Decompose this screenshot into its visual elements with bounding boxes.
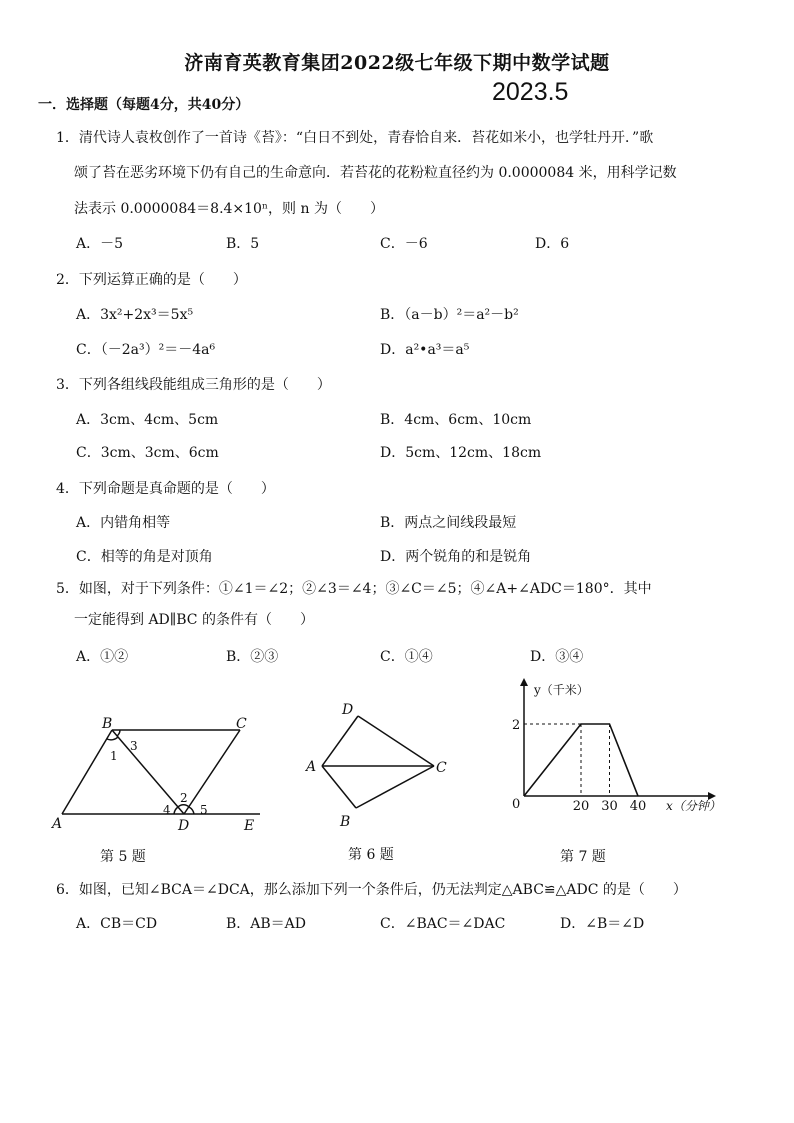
section-heading: 一．选择题（每题4分，共40分） — [38, 97, 250, 113]
segment-a-b — [62, 730, 112, 814]
q2-option-b: B．（a－b）²＝a²－b² — [380, 307, 519, 323]
q6-option-a: A．CB＝CD — [76, 916, 158, 932]
q3-option-a: A．3cm、4cm、5cm — [76, 412, 219, 428]
angle-arc-4 — [174, 807, 178, 814]
q2-option-c: C．（－2a³）²＝－4a⁶ — [76, 342, 216, 358]
y-tick-2: 2 — [512, 718, 521, 733]
exam-date: 2023.5 — [492, 78, 569, 106]
origin-label: 0 — [512, 797, 521, 812]
angle-arc-5 — [189, 807, 194, 814]
segment-d-c — [358, 716, 434, 766]
q5-line-1: 5．如图，对于下列条件：①∠1＝∠2；②∠3＝∠4；③∠C＝∠5；④∠A+∠ADC＝180°．其中 — [56, 581, 652, 597]
fig5-label-d: D — [178, 818, 190, 834]
fig5-angle-5: 5 — [200, 803, 208, 817]
q1-option-a: A．－5 — [76, 236, 124, 252]
figure-6-caption: 第 6 题 — [348, 847, 394, 863]
q2-option-a: A．3x²+2x³＝5x⁵ — [76, 307, 194, 323]
q4-option-c: C．相等的角是对顶角 — [76, 549, 213, 565]
q3-option-b: B．4cm、6cm、10cm — [380, 412, 532, 428]
q1-line-2: 颂了苔在恶劣环境下仍有自己的生命意向．若苔花的花粉粒直径约为 0.0000084 米，用科学记数 — [74, 165, 677, 181]
q5-option-c: C．①④ — [380, 649, 433, 665]
x-tick-40: 40 — [629, 799, 647, 814]
q1-line-1: 1．清代诗人袁枚创作了一首诗《苔》：“白日不到处，青春恰自来．苔花如米小，也学牡丹开．”歌 — [56, 130, 654, 146]
q5-option-b: B．②③ — [226, 649, 279, 665]
fig6-label-a: A — [306, 759, 317, 775]
x-tick-20: 20 — [572, 799, 590, 814]
angle-arc-2 — [178, 805, 189, 807]
fig6-label-c: C — [436, 760, 447, 776]
q2-stem: 2．下列运算正确的是（ ） — [56, 272, 247, 288]
fig5-angle-2: 2 — [180, 791, 188, 805]
y-axis-arrow — [520, 678, 528, 686]
q5-option-a: A．①② — [76, 649, 129, 665]
fig5-angle-1: 1 — [110, 749, 118, 763]
fig6-label-d: D — [342, 702, 354, 718]
q4-option-b: B．两点之间线段最短 — [380, 515, 517, 531]
segment-d-c — [184, 730, 240, 814]
q5-line-2: 一定能得到 AD∥BC 的条件有（ ） — [74, 612, 314, 628]
q3-option-d: D．5cm、12cm、18cm — [380, 445, 542, 461]
fig5-label-c: C — [236, 716, 247, 732]
segment-a-b — [322, 766, 356, 808]
q1-line-3: 法表示 0.0000084＝8.4×10ⁿ，则 n 为（ ） — [74, 201, 384, 217]
x-axis-label: x（分钟） — [666, 799, 721, 813]
q1-option-b: B．5 — [226, 236, 260, 252]
q2-option-d: D．a²•a³＝a⁵ — [380, 342, 470, 358]
fig5-label-b: B — [102, 716, 113, 732]
q4-option-d: D．两个锐角的和是锐角 — [380, 549, 532, 565]
q3-stem: 3．下列各组线段能组成三角形的是（ ） — [56, 377, 331, 393]
q4-option-a: A．内错角相等 — [76, 515, 171, 531]
q4-stem: 4．下列命题是真命题的是（ ） — [56, 481, 275, 497]
fig5-label-e: E — [244, 818, 255, 834]
exam-title: 济南育英教育集团2022级七年级下期中数学试题 — [184, 52, 610, 74]
q1-option-d: D．6 — [535, 236, 570, 252]
q3-option-c: C．3cm、3cm、6cm — [76, 445, 219, 461]
figure-7-graph — [498, 676, 736, 820]
figure-5-caption: 第 5 题 — [100, 849, 146, 865]
fig5-label-a: A — [52, 816, 63, 832]
fig6-label-b: B — [340, 814, 351, 830]
segment-b-d — [112, 730, 184, 814]
fig5-angle-4: 4 — [163, 803, 171, 817]
segment-b-c — [356, 766, 434, 808]
x-tick-30: 30 — [601, 799, 618, 814]
figure-6 — [300, 696, 460, 836]
q5-option-d: D．③④ — [530, 649, 584, 665]
angle-arc-1 — [107, 737, 118, 740]
segment-a-d — [322, 716, 358, 766]
q6-option-b: B．AB＝AD — [226, 916, 307, 932]
q6-stem: 6．如图，已知∠BCA＝∠DCA，那么添加下列一个条件后，仍无法判定△ABC≌△ADC 的是（ ） — [56, 882, 687, 898]
figure-5 — [40, 712, 280, 837]
q1-option-c: C．－6 — [380, 236, 428, 252]
fig5-angle-3: 3 — [130, 739, 138, 753]
figure-7-caption: 第 7 题 — [560, 849, 606, 865]
y-axis-label: y（千米） — [534, 683, 589, 697]
angle-arc-3 — [117, 730, 120, 736]
q6-option-c: C．∠BAC＝∠DAC — [380, 916, 506, 932]
q6-option-d: D．∠B＝∠D — [560, 916, 645, 932]
